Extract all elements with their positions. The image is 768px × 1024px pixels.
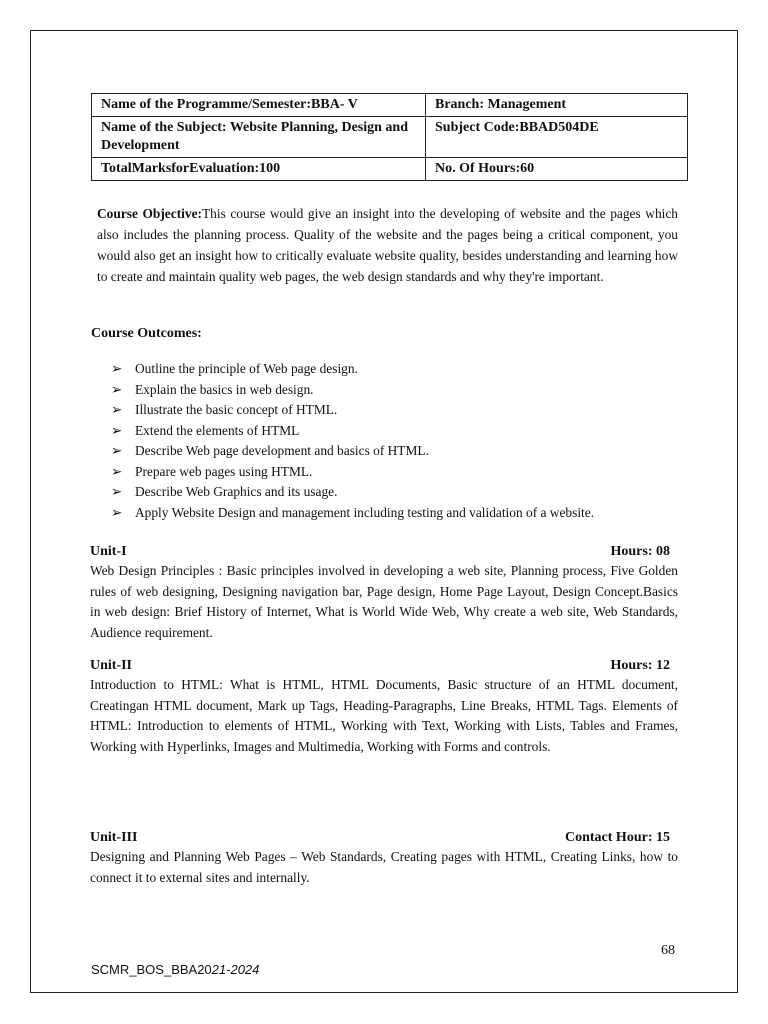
unit-content: Web Design Principles : Basic principles involved in developing a web site, Planning process, Five Golden rules of web designing, Designing navigation bar, Page design, Home Page Layout, Design Concept.Basics in web design: Brief History of Internet, What is World Wide Web, Why create a web site, Web Standards, Audience requirement. [90, 563, 678, 640]
table-row [92, 158, 688, 181]
outcome-text: Extend the elements of HTML [135, 422, 300, 438]
footer-code: SCMR_BOS_BBA20 [91, 962, 212, 977]
subject-cell: Name of the Subject: Website Planning, Design and Development [92, 117, 426, 158]
list-item [111, 441, 594, 462]
unit-section-1 [90, 542, 678, 643]
hours-cell: No. Of Hours:60 [426, 158, 688, 181]
list-item [111, 462, 594, 483]
unit-heading [90, 656, 678, 675]
unit-hours: Hours: 08 [610, 544, 670, 559]
unit-content: Introduction to HTML: What is HTML, HTML Documents, Basic structure of an HTML document, Creatingan HTML document, Mark up Tags, Heading-Paragraphs, Line Breaks, HTML Tags. Elements of HTML: Introduction to elements of HTML, Working with Text, Working with Lists, Tables and Frames, Working with Hyperlinks, Images and Multimedia, Working with Forms and controls. [90, 677, 678, 754]
list-item [111, 421, 594, 442]
arrow-bullet-icon: ➢ [111, 422, 123, 438]
arrow-bullet-icon: ➢ [111, 463, 123, 479]
unit-hours: Contact Hour: 15 [565, 830, 670, 845]
unit-title: Unit-III [90, 830, 138, 845]
list-item [111, 359, 594, 380]
list-item [111, 400, 594, 421]
arrow-bullet-icon: ➢ [111, 443, 123, 458]
unit-heading [90, 542, 678, 561]
unit-content: Designing and Planning Web Pages – Web Standards, Creating pages with HTML, Creating Links, how to connect it to external sites and internally. [90, 849, 678, 885]
table-row [92, 94, 688, 117]
total-marks-cell: TotalMarksforEvaluation:100 [92, 158, 426, 181]
outcome-text: Explain the basics in web design. [135, 381, 314, 397]
outcome-text: Describe Web Graphics and its usage. [135, 484, 338, 499]
course-objective [97, 203, 678, 287]
unit-section-2 [90, 656, 678, 757]
footer-years: 21-2024 [211, 962, 260, 977]
table-row [92, 117, 688, 158]
arrow-bullet-icon: ➢ [111, 484, 123, 499]
outcome-text: Describe Web page development and basics of HTML. [135, 443, 429, 458]
course-objective-label: Course Objective: [97, 206, 202, 221]
outcome-text: Prepare web pages using HTML. [135, 463, 313, 479]
outcome-text: Outline the principle of Web page design. [135, 361, 358, 376]
arrow-bullet-icon: ➢ [111, 361, 123, 376]
unit-section-3 [90, 828, 678, 888]
list-item [111, 503, 594, 524]
unit-heading [90, 828, 678, 847]
course-info-table [91, 93, 688, 181]
course-outcomes-list [111, 359, 594, 523]
arrow-bullet-icon: ➢ [111, 381, 123, 397]
list-item [111, 380, 594, 401]
arrow-bullet-icon: ➢ [111, 504, 123, 520]
unit-hours: Hours: 12 [610, 658, 670, 673]
programme-cell: Name of the Programme/Semester:BBA- V [92, 94, 426, 117]
page-number: 68 [661, 943, 675, 958]
footer-label [91, 962, 259, 977]
branch-cell: Branch: Management [426, 94, 688, 117]
arrow-bullet-icon: ➢ [111, 402, 123, 417]
outcome-text: Illustrate the basic concept of HTML. [135, 402, 338, 417]
unit-title: Unit-II [90, 658, 133, 673]
list-item [111, 482, 594, 503]
unit-title: Unit-I [90, 544, 127, 559]
subject-code-cell: Subject Code:BBAD504DE [426, 117, 688, 158]
outcome-text: Apply Website Design and management including testing and validation of a website. [135, 504, 595, 520]
course-outcomes-title: Course Outcomes: [91, 326, 202, 341]
course-objective-text: This course would give an insight into the developing of website and the pages which also includes the planning process. Quality of the website and the pages being a critical component, you would also get an insight how to critically evaluate website quality, besides understanding and learning how to create and maintain quality web pages, the web design standards and why they're important. [97, 206, 678, 284]
